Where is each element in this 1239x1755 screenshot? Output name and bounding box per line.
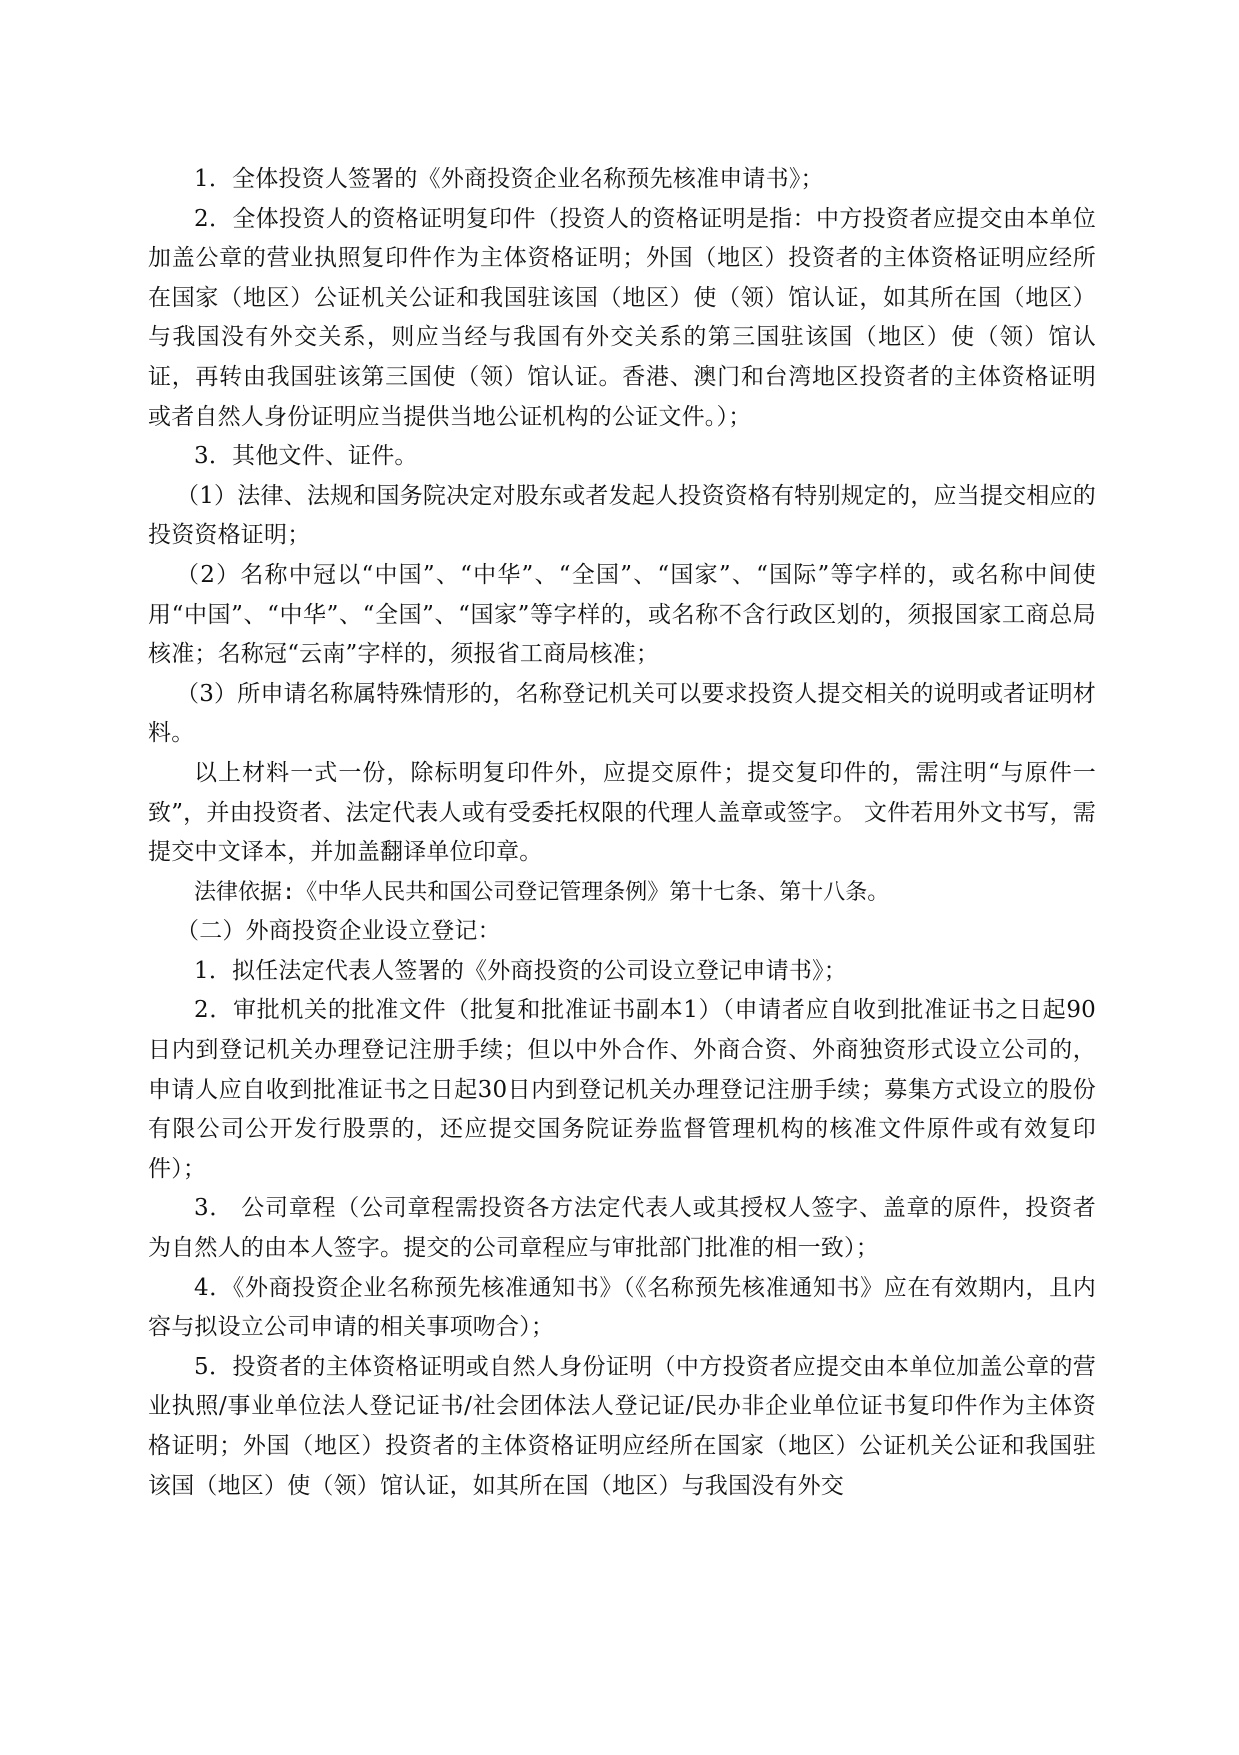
reg-item-5-investor-identity: 5．投资者的主体资格证明或自然人身份证明（中方投资者应提交由本单位加盖公章的营业执照/事业单位法人登记证书/社会团体法人登记证/民办非企业单位证书复印件作为主体资格证明；外国（地区）投资者的主体资格证明应经所在国家（地区）公证机关公证和我国驻该国（地区）使（领）馆认证，如其所在国（地区）与我国没有外交 bbox=[148, 1353, 1096, 1499]
materials-note: 以上材料一式一份，除标明复印件外，应提交原件；提交复印件的，需注明“与原件一致”，并由投资者、法定代表人或有受委托权限的代理人盖章或签字。 文件若用外文书写，需提交中文译本，并加盖翻译单位印章。 bbox=[148, 759, 1096, 866]
reg-item-3-articles-of-association: 3． 公司章程（公司章程需投资各方法定代表人或其授权人签字、盖章的原件，投资者为自然人的由本人签字。提交的公司章程应与审批部门批准的相一致）； bbox=[148, 1195, 1096, 1262]
sub-item-3-special-circumstances: （3）所申请名称属特殊情形的，名称登记机关可以要求投资人提交相关的说明或者证明材料。 bbox=[148, 680, 1096, 747]
item-3-other-documents: 3．其他文件、证件。 bbox=[194, 443, 418, 470]
item-1-application-form: 1．全体投资人签署的《外商投资企业名称预先核准申请书》； bbox=[194, 166, 824, 192]
reg-item-2-approval-documents: 2．审批机关的批准文件（批复和批准证书副本1）（申请者应自收到批准证书之日起90日内到登记机关办理登记注册手续；但以中外合作、外商合资、外商独资形式设立公司的，申请人应自收到批准证书之日起30日内到登记机关办理登记注册手续；募集方式设立的股份有限公司公开发行股票的，还应提交国务院证券监督管理机构的核准文件原件或有效复印件）； bbox=[148, 997, 1096, 1182]
reg-item-4-name-approval-notice: 4．《外商投资企业名称预先核准通知书》（《名称预先核准通知书》应在有效期内，且内容与拟设立公司申请的相关事项吻合）； bbox=[148, 1274, 1096, 1341]
reg-item-1-application: 1．拟任法定代表人签署的《外商投资的公司设立登记申请书》； bbox=[194, 957, 847, 984]
legal-basis: 法律依据:《中华人民共和国公司登记管理条例》第十七条、第十八条。 bbox=[194, 879, 890, 905]
item-2-qualification-certificates: 2．全体投资人的资格证明复印件（投资人的资格证明是指：中方投资者应提交由本单位加盖公章的营业执照复印件作为主体资格证明；外国（地区）投资者的主体资格证明应经所在国家（地区）公证机关公证和我国驻该国（地区）使（领）馆认证，如其所在国（地区）与我国没有外交关系，则应当经与我国有外交关系的第三国驻该国（地区）使（领）馆认证，再转由我国驻该第三国使（领）馆认证。香港、澳门和台湾地区投资者的主体资格证明或者自然人身份证明应当提供当地公证机构的公证文件。）； bbox=[148, 205, 1096, 430]
section-heading-establishment-registration: （二）外商投资企业设立登记： bbox=[176, 918, 501, 945]
sub-item-1-special-qualification: （1）法律、法规和国务院决定对股东或者发起人投资资格有特别规定的，应当提交相应的投资资格证明； bbox=[148, 482, 1096, 549]
sub-item-2-name-approval: （2）名称中冠以“中国”、“中华”、“全国”、“国家”、“国际”等字样的，或名称中间使用“中国”、“中华”、“全国”、“国家”等字样的，或名称不含行政区划的，须报国家工商总局核准；名称冠“云南”字样的，须报省工商局核准； bbox=[148, 561, 1096, 668]
document-body bbox=[148, 160, 1096, 1506]
